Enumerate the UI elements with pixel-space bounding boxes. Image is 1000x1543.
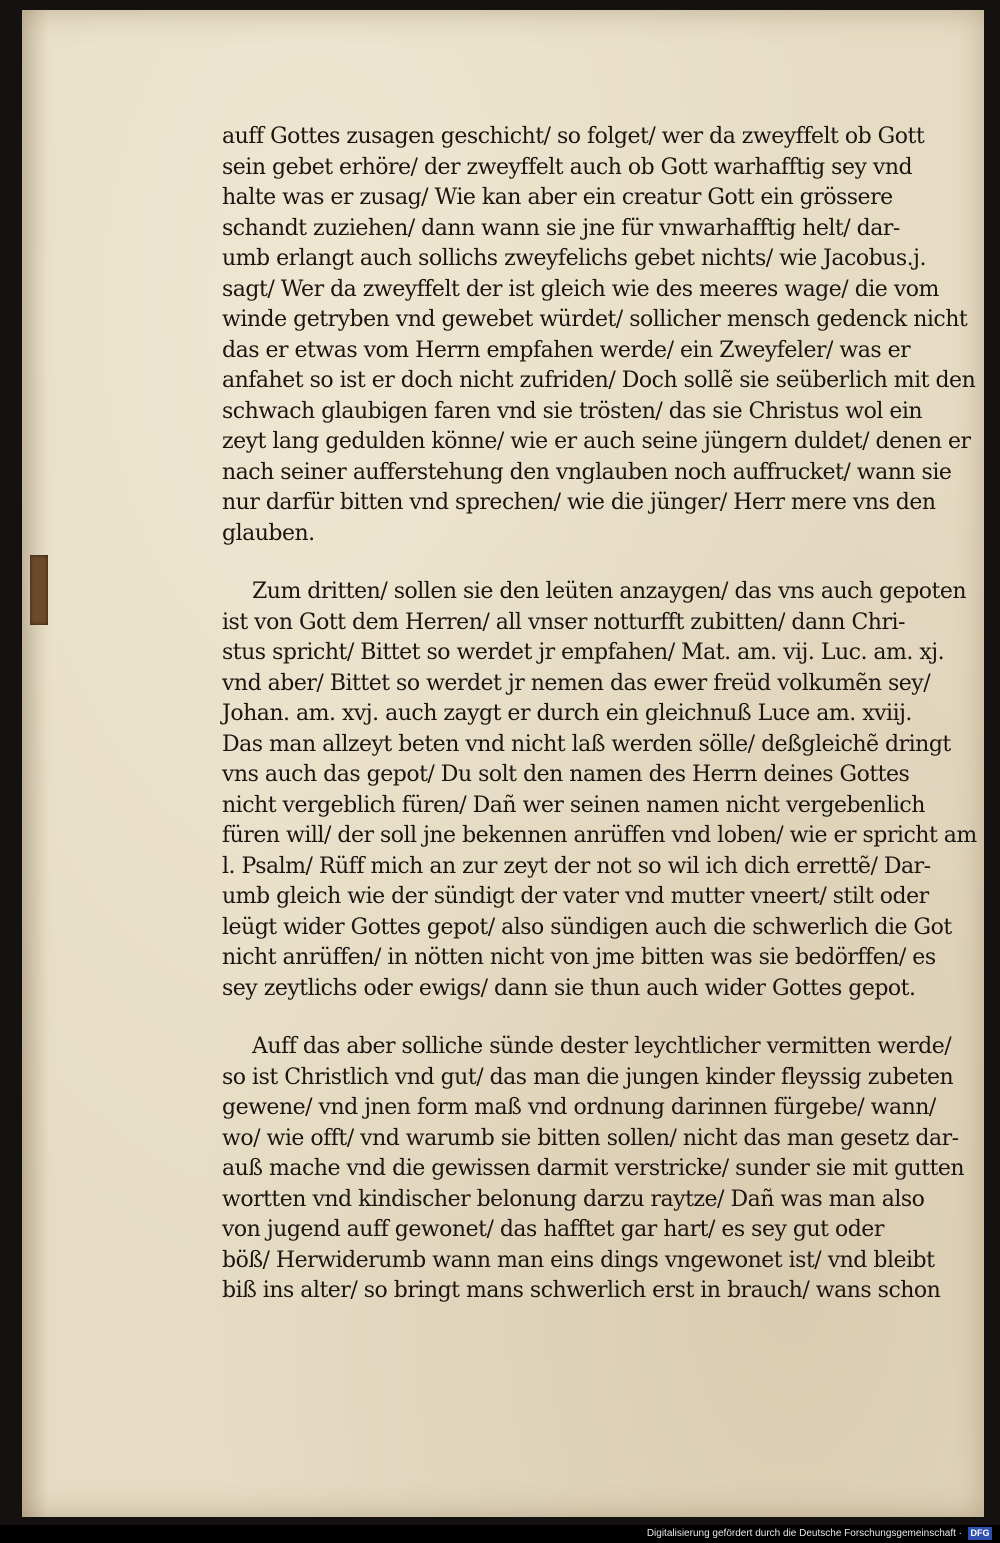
paragraph-2 <box>222 577 977 1004</box>
text-line: umb erlangt auch sollichs zweyfelichs gebet nichts/ wie Jacobus.j. <box>222 246 926 271</box>
page-text <box>222 122 977 1307</box>
text-line: das er etwas vom Herrn empfahen werde/ ein Zweyfeler/ was er <box>222 337 911 363</box>
text-line: sagt/ Wer da zweyffelt der ist gleich wie des meeres wage/ die vom <box>222 276 939 302</box>
text-line: auß mache vnd die gewissen darmit verstricke/ sunder sie mit gutten <box>222 1156 965 1181</box>
funding-credit: Digitalisierung gefördert durch die Deutsche Forschungsgemeinschaft · <box>646 1528 962 1539</box>
text-line: nur darfür bitten vnd sprechen/ wie die jünger/ Herr mere vns den <box>222 490 936 515</box>
text-line: auff Gottes zusagen geschicht/ so folget/ wer da zweyffelt ob Gott <box>222 124 925 149</box>
text-line: halte was er zusag/ Wie kan aber ein creatur Gott ein grössere <box>222 185 893 210</box>
text-line: nicht vergeblich füren/ Dañ wer seinen namen nicht vergebenlich <box>222 792 925 818</box>
text-line: zeyt lang gedulden könne/ wie er auch seine jüngern duldet/ denen er <box>222 429 971 454</box>
text-line: Auff das aber solliche sünde dester leychtlicher vermitten werde/ <box>252 1034 952 1059</box>
text-line: l. Psalm/ Rüff mich an zur zeyt der not so wil ich dich errettẽ/ Dar- <box>222 853 931 879</box>
text-line: leügt wider Gottes gepot/ also sündigen auch die schwerlich die Got <box>222 914 952 940</box>
text-line: so ist Christlich vnd gut/ das man die jungen kinder fleyssig zubeten <box>222 1064 954 1090</box>
text-line: stus spricht/ Bittet so werdet jr empfahen/ Mat. am. vij. Luc. am. xj. <box>222 640 945 665</box>
text-line: böß/ Herwiderumb wann man eins dings vngewonet ist/ vnd bleibt <box>222 1247 935 1273</box>
text-line: von jugend auff gewonet/ das hafftet gar hart/ es sey gut oder <box>222 1217 884 1242</box>
text-line: glauben. <box>222 520 315 546</box>
text-line: Johan. am. xvj. auch zaygt er durch ein gleichnuß Luce am. xviij. <box>222 701 912 726</box>
text-line: umb gleich wie der sündigt der vater vnd mutter vneert/ stilt oder <box>222 884 929 909</box>
text-line: biß ins alter/ so bringt mans schwerlich erst in brauch/ wans schon <box>222 1278 941 1303</box>
text-line: winde getryben vnd gewebet würdet/ sollicher mensch gedenck nicht <box>222 307 968 332</box>
footer-bar <box>0 1525 1000 1543</box>
text-line: wortten vnd kindischer belonung darzu raytze/ Dañ was man also <box>222 1186 925 1212</box>
text-line: anfahet so ist er doch nicht zufriden/ Doch sollẽ sie seüberlich mit den <box>222 368 976 393</box>
paragraph-1 <box>222 122 976 549</box>
text-line: sein gebet erhöre/ der zweyffelt auch ob Gott warhafftig sey vnd <box>222 154 913 180</box>
paragraph-gap <box>222 1004 934 1032</box>
binding-strip <box>30 555 48 625</box>
text-line: schandt zuziehen/ dann wann sie jne für vnwarhafftig helt/ dar- <box>222 215 900 241</box>
text-line: gewene/ vnd jnen form maß vnd ordnung darinnen fürgebe/ wann/ <box>222 1095 936 1120</box>
text-line: füren will/ der soll jne bekennen anrüffen vnd loben/ wie er spricht am <box>222 823 977 848</box>
text-line: nicht anrüffen/ in nötten nicht von jme bitten was sie bedörffen/ es <box>222 945 936 970</box>
book-page <box>22 10 984 1517</box>
text-line: wo/ wie offt/ vnd warumb sie bitten sollen/ nicht das man gesetz dar- <box>222 1125 959 1151</box>
text-line: Das man allzeyt beten vnd nicht laß werden sölle/ deßgleichẽ dringt <box>222 731 951 757</box>
text-line: nach seiner aufferstehung den vnglauben noch auffrucket/ wann sie <box>222 459 952 485</box>
paragraph-3 <box>222 1032 965 1307</box>
text-line: ist von Gott dem Herren/ all vnser notturfft zubitten/ dann Chri- <box>222 609 905 635</box>
dfg-logo[interactable]: DFG <box>968 1527 992 1540</box>
text-line: vnd aber/ Bittet so werdet jr nemen das ewer freüd volkumẽn sey/ <box>222 670 931 696</box>
paragraph-gap <box>222 549 934 577</box>
text-line: Zum dritten/ sollen sie den leüten anzaygen/ das vns auch gepoten <box>252 579 967 604</box>
text-line: schwach glaubigen faren vnd sie trösten/ das sie Christus wol ein <box>222 398 923 424</box>
text-line: sey zeytlichs oder ewigs/ dann sie thun auch wider Gottes gepot. <box>222 975 916 1001</box>
text-line: vns auch das gepot/ Du solt den namen des Herrn deines Gottes <box>222 762 910 787</box>
